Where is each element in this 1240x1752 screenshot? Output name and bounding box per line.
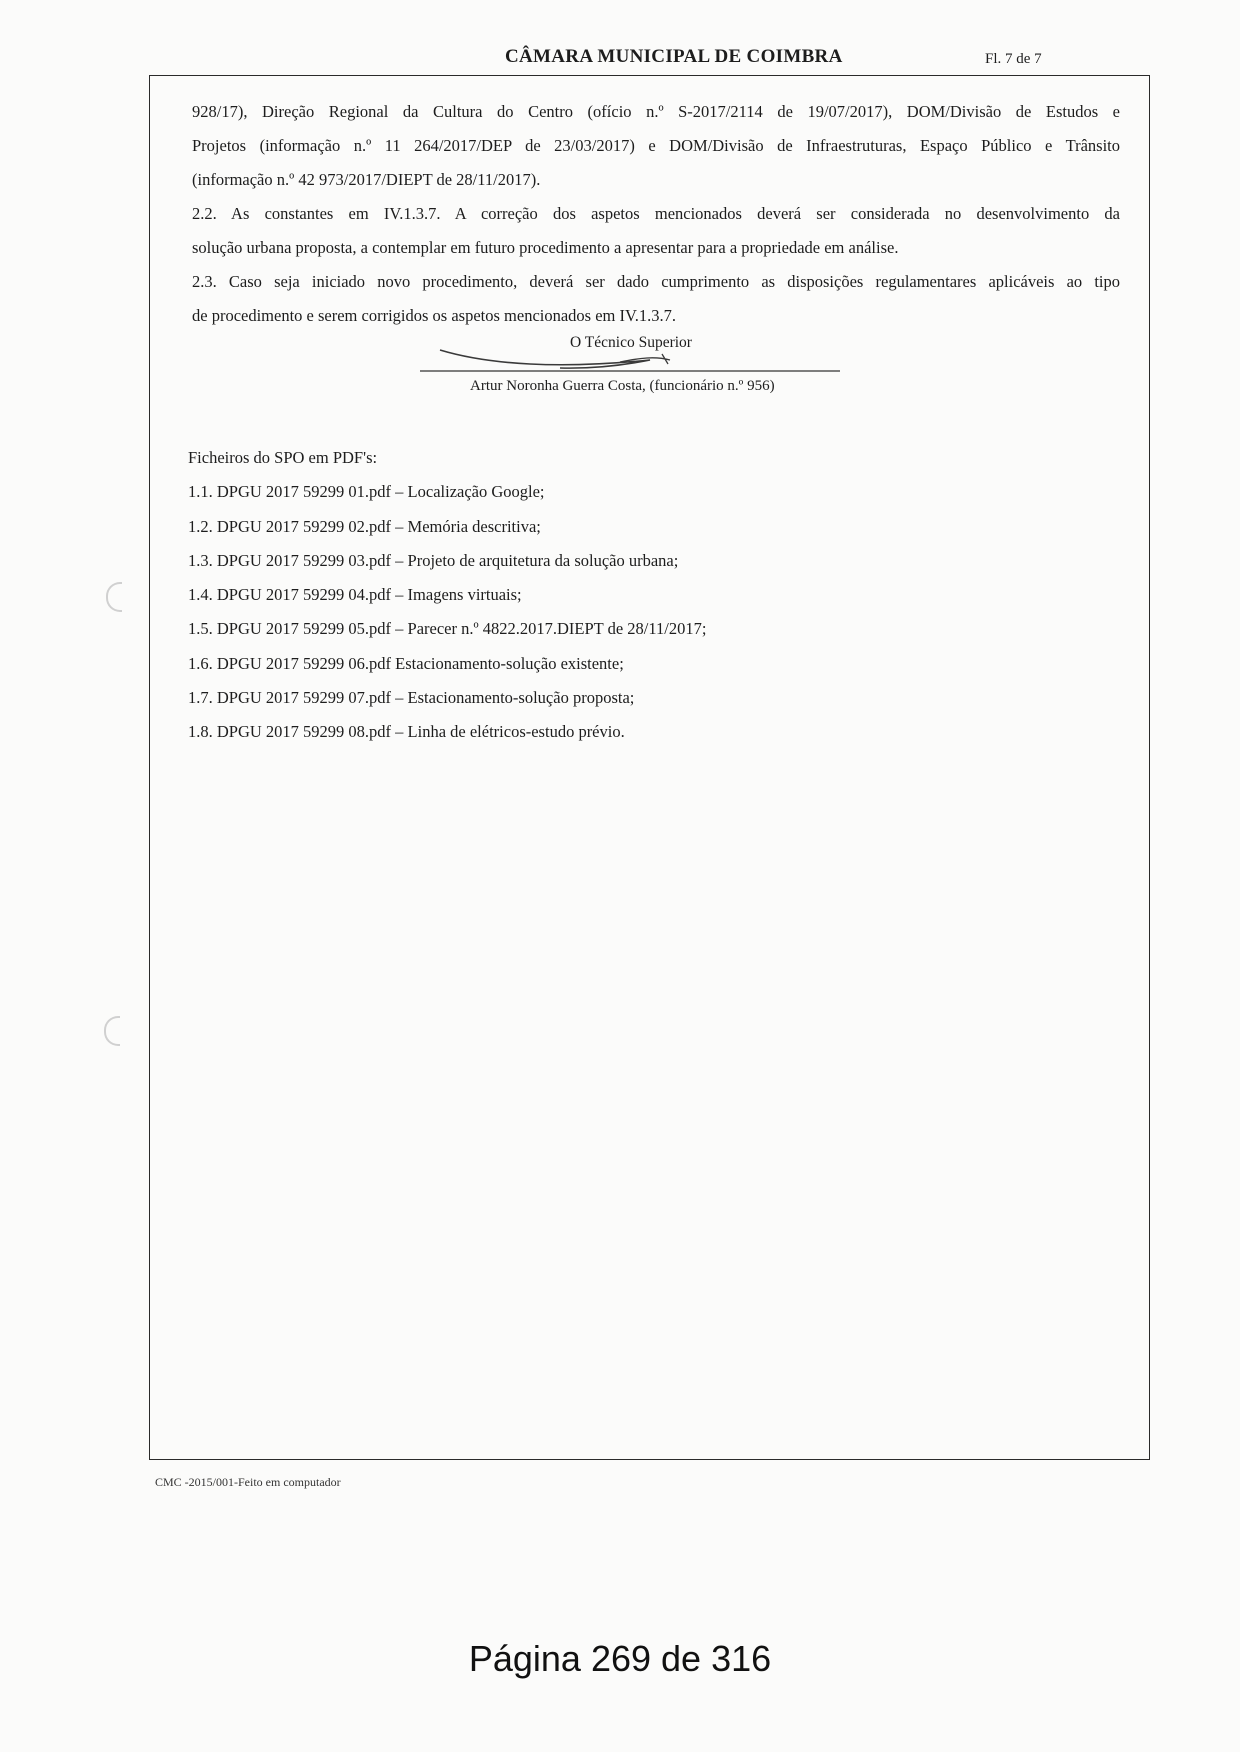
body-line: 928/17), Direção Regional da Cultura do Centro (ofício n.º S-2017/2114 de 19/07/2017), DOM/Divisão de Estudos e [192,102,1120,121]
page-number: Página 269 de 316 [468,1638,772,1679]
list-item: 1.5. DPGU 2017 59299 05.pdf – Parecer n.º 4822.2017.DIEPT de 28/11/2017; [188,619,707,639]
signature-block [400,334,860,404]
list-item: 1.7. DPGU 2017 59299 07.pdf – Estacionamento-solução proposta; [188,688,635,708]
files-heading: Ficheiros do SPO em PDF's: [188,448,378,467]
punch-hole-mark [104,1016,120,1046]
list-item: 1.1. DPGU 2017 59299 01.pdf – Localização Google; [188,482,545,502]
body-line: 2.2. As constantes em IV.1.3.7. A correção dos aspetos mencionados deverá ser considerada no desenvolvimento da [192,204,1120,223]
attached-files-list [188,441,706,750]
body-line: de procedimento e serem corrigidos os aspetos mencionados em IV.1.3.7. [192,306,677,325]
signatory-role: O Técnico Superior [570,334,692,351]
body-line: solução urbana proposta, a contemplar em futuro procedimento a apresentar para a propriedade em análise. [192,238,899,257]
form-code: CMC -2015/001-Feito em computador [155,1475,341,1489]
body-line: (informação n.º 42 973/2017/DIEPT de 28/11/2017). [192,170,541,189]
signatory-name: Artur Noronha Guerra Costa, (funcionário n.º 956) [470,378,775,394]
punch-hole-mark [106,582,122,612]
list-item: 1.3. DPGU 2017 59299 03.pdf – Projeto de arquitetura da solução urbana; [188,550,679,570]
sheet-page-reference: Fl. 7 de 7 [985,51,1042,67]
list-item: 1.2. DPGU 2017 59299 02.pdf – Memória descritiva; [188,516,541,536]
body-line: Projetos (informação n.º 11 264/2017/DEP de 23/03/2017) e DOM/Divisão de Infraestruturas, Espaço Público e Trânsito [192,136,1120,155]
list-item: 1.8. DPGU 2017 59299 08.pdf – Linha de elétricos-estudo prévio. [188,722,625,742]
list-item: 1.6. DPGU 2017 59299 06.pdf Estacionamento-solução existente; [188,653,624,673]
document-body [192,95,1120,333]
document-title: CÂMARA MUNICIPAL DE COIMBRA [505,46,843,67]
list-item: 1.4. DPGU 2017 59299 04.pdf – Imagens virtuais; [188,585,522,605]
body-line: 2.3. Caso seja iniciado novo procedimento, deverá ser dado cumprimento as disposições regulamentares aplicáveis ao tipo [192,272,1120,291]
